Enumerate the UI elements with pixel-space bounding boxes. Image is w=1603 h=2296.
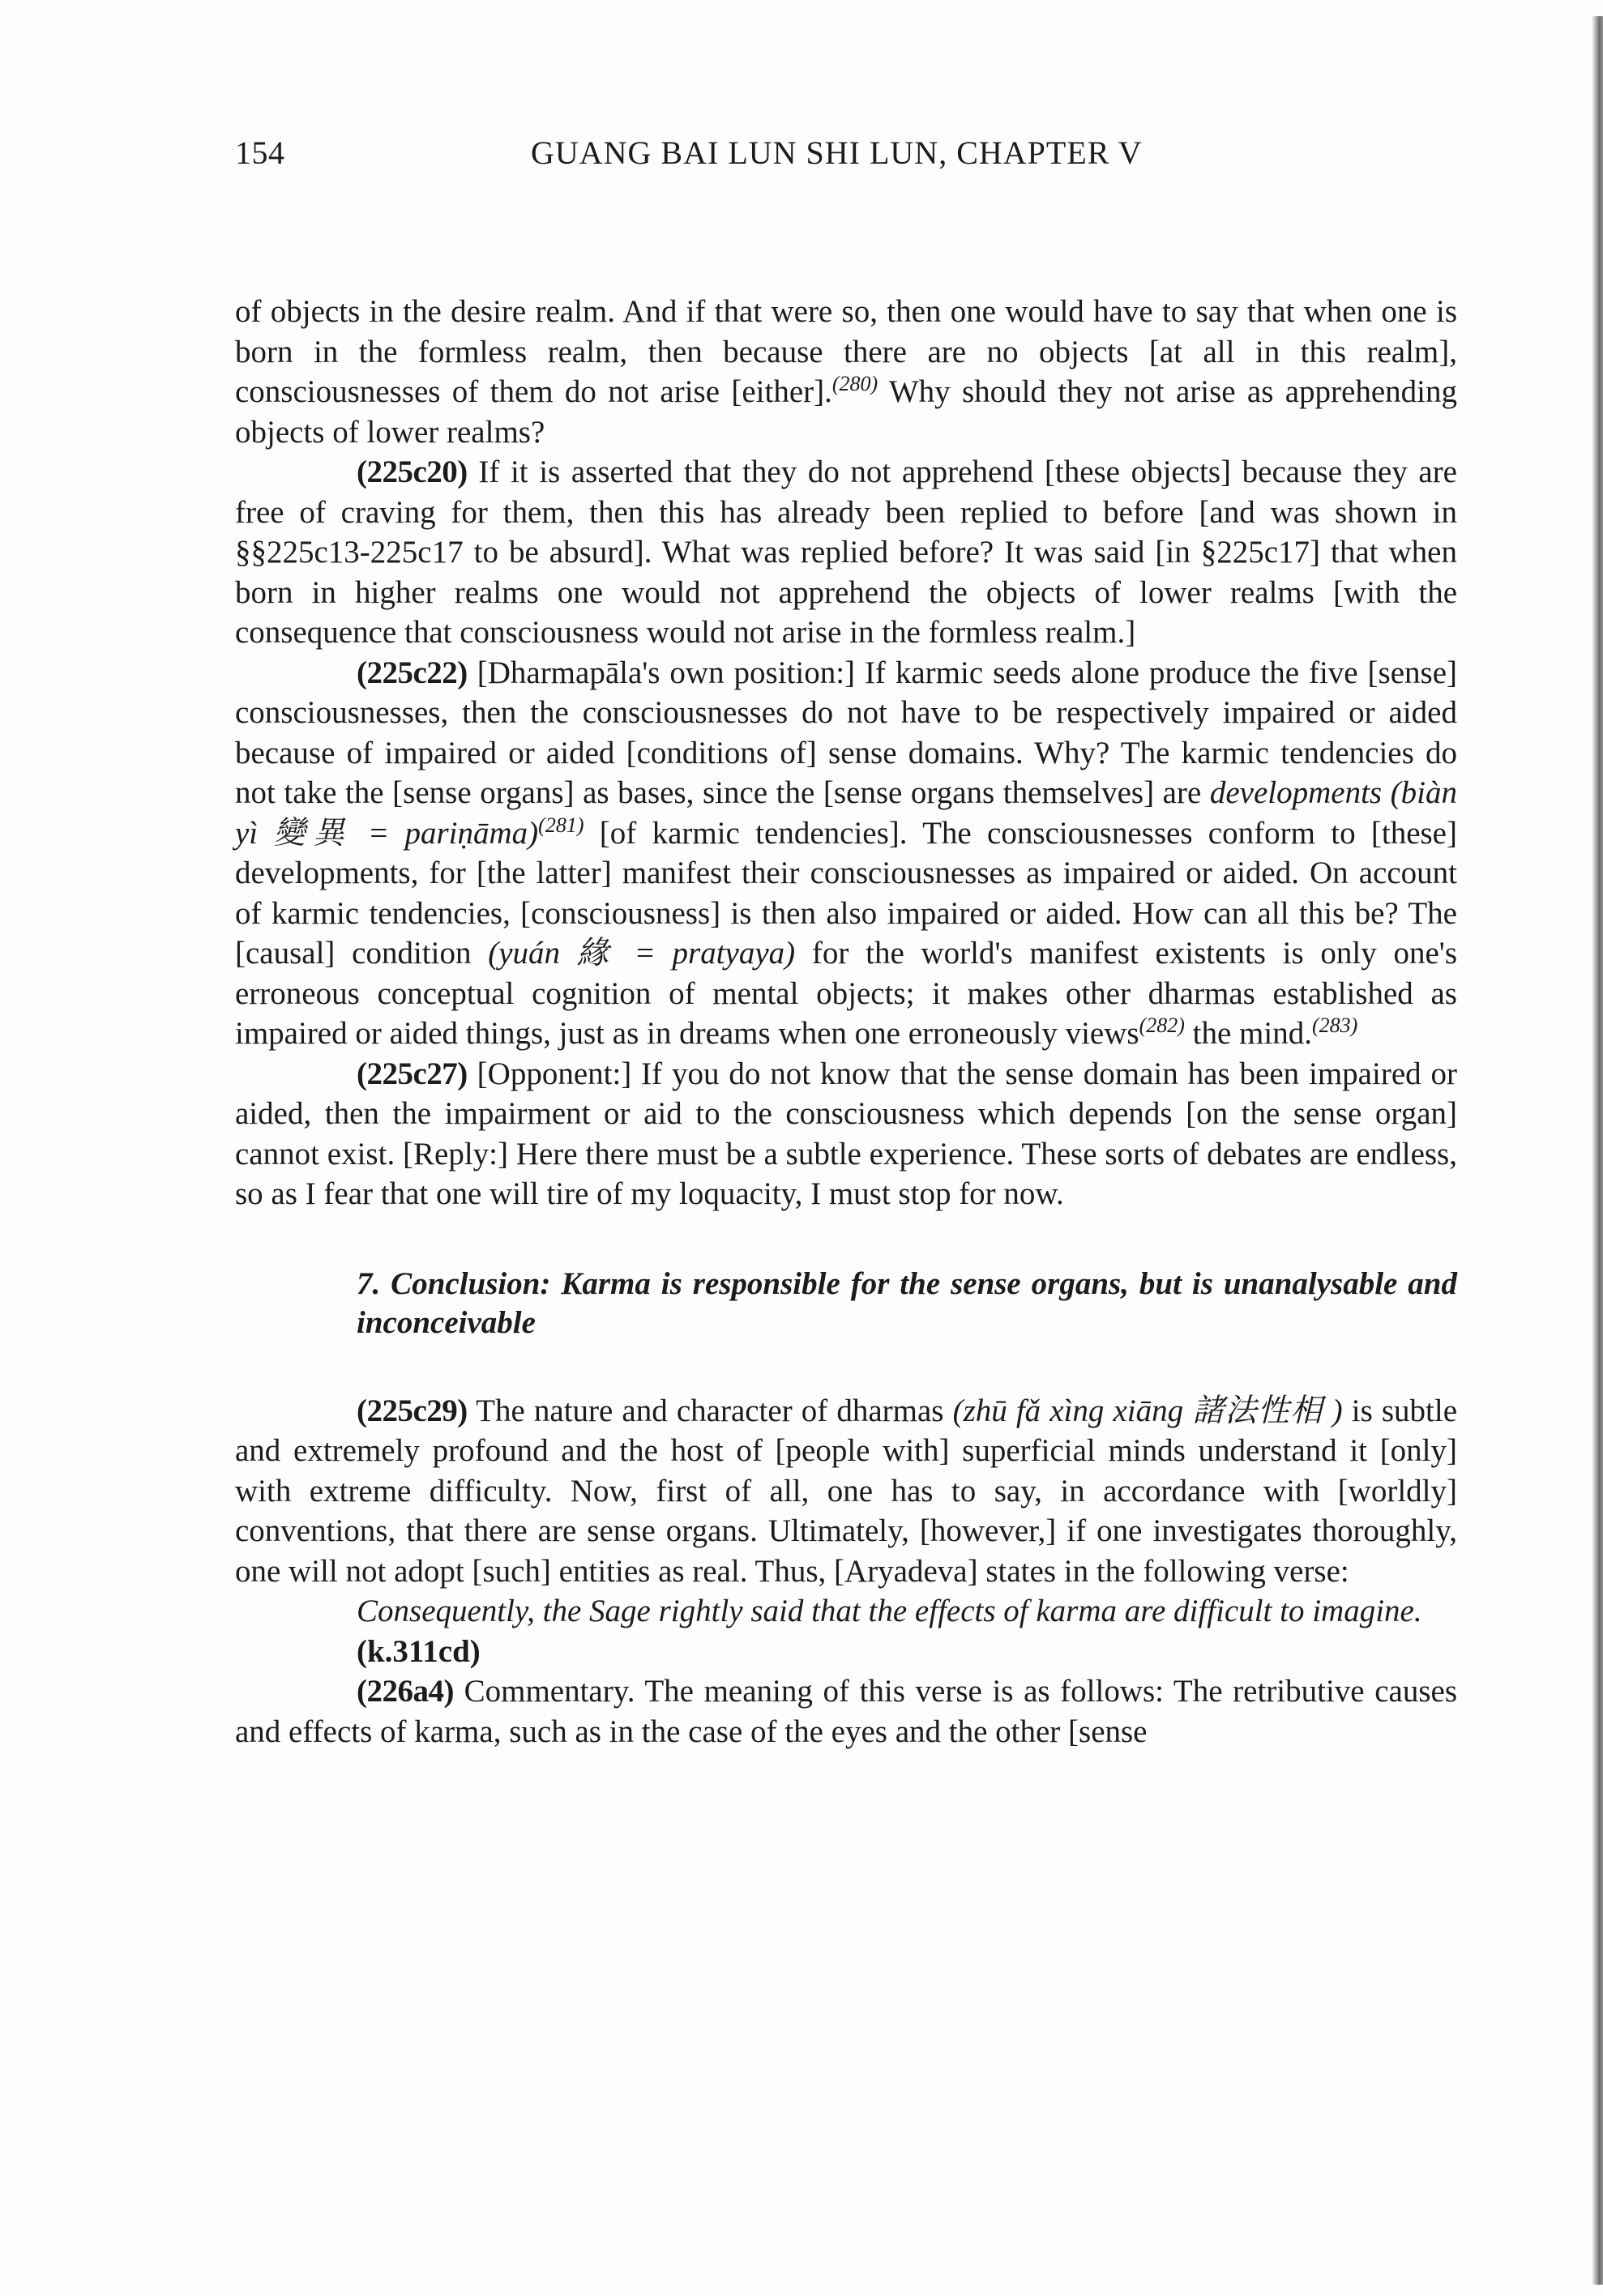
paragraph-226a4 <box>235 1671 1457 1752</box>
paragraph-225c29 <box>235 1391 1457 1592</box>
footnote-ref: (282) <box>1139 1014 1185 1037</box>
paragraph-continued <box>235 292 1457 452</box>
running-header <box>235 134 1425 182</box>
section-ref: (225c20) <box>357 455 468 489</box>
paragraph-text: the mind. <box>1184 1016 1312 1051</box>
page-number: 154 <box>235 134 285 171</box>
section-ref: (226a4) <box>357 1674 454 1709</box>
paragraph-text: is subtle and extremely profound and the host of [people with] superficial minds understand it [only] with extreme difficulty. Now, first of all, one has to say, in accordance with [worldly] conventions, that there are sense organs. Ultimately, [however,] if one investigates thoroughly, one will not adopt [such] entities as real. Thus, [Aryadeva] states in the following verse: <box>235 1393 1458 1589</box>
paragraph-225c22 <box>235 653 1457 1054</box>
verse-ref: (k.311cd) <box>357 1633 481 1669</box>
paragraph-text: [Dharmapāla's own position:] If karmic seeds alone produce the five [sense] consciousnesses, then the consciousnesses do not have to be respectively impaired or aided because of impaired or aided [conditions of] sense domains. Why? The karmic tendencies do not take the [sense organs] as bases, since the [sense organs themselves] are <box>235 655 1457 810</box>
paragraph-text: for the world's manifest existents is only one's erroneous conceptual cognition of mental objects; it makes other dharmas established as impaired or aided things, just as in dreams when one erroneously views <box>235 936 1457 1051</box>
section-heading: 7. Conclusion: Karma is responsible for the sense organs, but is unanalysable and inconceivable <box>357 1265 1457 1340</box>
paragraph-225c20 <box>235 452 1457 653</box>
section-ref: (225c27) <box>357 1056 468 1091</box>
scan-edge-shadow <box>1592 16 1603 2285</box>
page-body <box>235 292 1457 1752</box>
paragraph-text: [Opponent:] If you do not know that the sense domain has been impaired or aided, then the impairment or aid to the consciousness which depends [on the sense organ] cannot exist. [Reply:] Here there must be a subtle experience. These sorts of debates are endless, so as I fear that one will tire of my loquacity, I must stop for now. <box>235 1056 1457 1211</box>
footnote-ref: (280) <box>831 372 878 395</box>
term-gloss: (zhū fǎ xìng xiāng 諸法性相 ) <box>952 1393 1343 1428</box>
paragraph-225c27 <box>235 1054 1457 1214</box>
term-gloss: (yuán 緣 = pratyaya) <box>488 936 796 971</box>
footnote-ref: (283) <box>1311 1014 1358 1037</box>
paragraph-text: Why should they not arise as apprehending objects of lower realms? <box>235 374 1458 450</box>
footnote-ref: (281) <box>538 813 584 837</box>
paragraph-text: The nature and character of dharmas <box>467 1393 953 1428</box>
paragraph-text: Commentary. The meaning of this verse is as follows: The retributive causes and effects of karma, such as in the case of the eyes and the other [sense <box>235 1674 1457 1749</box>
paragraph-text: of objects in the desire realm. And if that were so, then one would have to say that when one is born in the formless realm, then because there are no objects [at all in this realm], consciousnesses of them do not arise [either]. <box>235 294 1457 409</box>
section-ref: (225c29) <box>357 1393 468 1428</box>
section-ref: (225c22) <box>357 655 468 690</box>
paragraph-text: If it is asserted that they do not apprehend [these objects] because they are free of craving for them, then this has already been replied to before [and was shown in §§225c13-225c17 to be absurd]. What was replied before? It was said [in §225c17] that when born in higher realms one would not apprehend the objects of lower realms [with the consequence that consciousness would not arise in the formless realm.] <box>235 455 1457 650</box>
verse-text: Consequently, the Sage rightly said that the effects of karma are difficult to imagine. <box>357 1594 1422 1628</box>
verse-block <box>357 1591 1457 1671</box>
running-title: GUANG BAI LUN SHI LUN, CHAPTER V <box>531 134 1143 171</box>
term-gloss: developments (biàn yì 變異 = pariṇāma) <box>235 775 1458 851</box>
paragraph-text: [of karmic tendencies]. The consciousnesses conform to [these] developments, for [the latter] manifest their consciousnesses as impaired or aided. On account of karmic tendencies, [consciousness] is then also impaired or aided. How can all this be? The [causal] condition <box>235 815 1457 971</box>
